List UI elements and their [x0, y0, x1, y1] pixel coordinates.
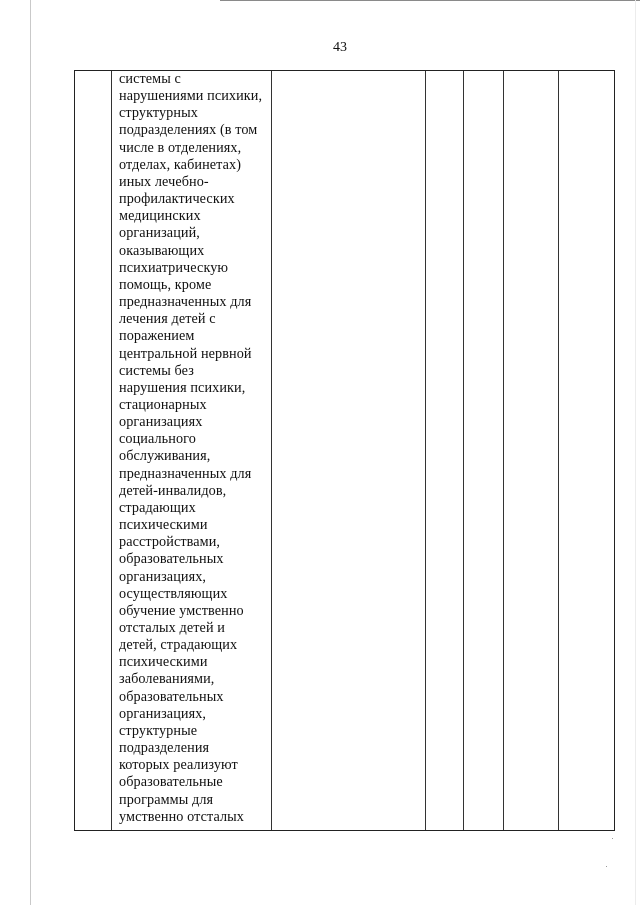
document-table	[74, 70, 615, 831]
text-line: заболеваниями,	[119, 671, 215, 688]
text-line: лечения детей с	[119, 311, 216, 328]
text-line: системы без	[119, 362, 194, 379]
text-line: предназначенных для	[119, 465, 252, 482]
scan-edge-left	[30, 0, 31, 905]
text-line: числе в отделениях,	[119, 139, 242, 156]
text-line: подразделениях (в том	[119, 122, 258, 139]
text-line: умственно отсталых	[119, 808, 244, 825]
text-line: детей-инвалидов,	[119, 482, 227, 499]
text-line: организаций,	[119, 225, 200, 242]
text-line: предназначенных для	[119, 294, 252, 311]
text-line: социального	[119, 431, 196, 448]
text-line: организациях,	[119, 568, 207, 585]
table-column-divider	[111, 71, 112, 830]
text-line: детей, страдающих	[119, 637, 238, 654]
text-line: образовательных	[119, 551, 224, 568]
table-column-divider	[463, 71, 464, 830]
table-column-divider	[425, 71, 426, 830]
text-line: психическими	[119, 517, 208, 534]
text-line: поражением	[119, 328, 195, 345]
text-line: образовательные	[119, 774, 223, 791]
text-line: организациях	[119, 414, 203, 431]
text-line: подразделения	[119, 740, 210, 757]
text-line: иных лечебно-	[119, 173, 209, 190]
scan-speck	[606, 866, 607, 867]
text-line: структурных	[119, 105, 198, 122]
scan-edge-top	[220, 0, 640, 1]
text-line: обучение умственно	[119, 602, 244, 619]
scan-edge-right	[635, 0, 636, 905]
text-line: нарушениями психики,	[119, 88, 263, 105]
table-column-divider	[271, 71, 272, 830]
text-line: медицинских	[119, 208, 201, 225]
text-line: помощь, кроме	[119, 276, 212, 293]
text-line: оказывающих	[119, 242, 205, 259]
text-line: отделах, кабинетах)	[119, 156, 242, 173]
text-line: осуществляющих	[119, 585, 228, 602]
text-line: организациях,	[119, 705, 207, 722]
text-line: центральной нервной	[119, 345, 252, 362]
text-line: программы для	[119, 791, 214, 808]
text-line: стационарных	[119, 396, 207, 413]
scan-speck	[612, 838, 613, 839]
text-line: профилактических	[119, 191, 235, 208]
table-cell-description	[119, 71, 269, 826]
page-number: 43	[333, 40, 347, 55]
text-line: психиатрическую	[119, 259, 229, 276]
table-column-divider	[503, 71, 504, 830]
text-line: психическими	[119, 654, 208, 671]
text-line: отсталых детей и	[119, 620, 225, 636]
text-line: нарушения психики,	[119, 379, 246, 396]
text-line: системы с	[119, 71, 181, 87]
text-line: которых реализуют	[119, 757, 238, 774]
table-column-divider	[558, 71, 559, 830]
text-line: образовательных	[119, 688, 224, 705]
text-line: расстройствами,	[119, 534, 221, 551]
text-line: структурные	[119, 722, 198, 739]
text-line: страдающих	[119, 499, 196, 516]
text-line: обслуживания,	[119, 448, 211, 465]
